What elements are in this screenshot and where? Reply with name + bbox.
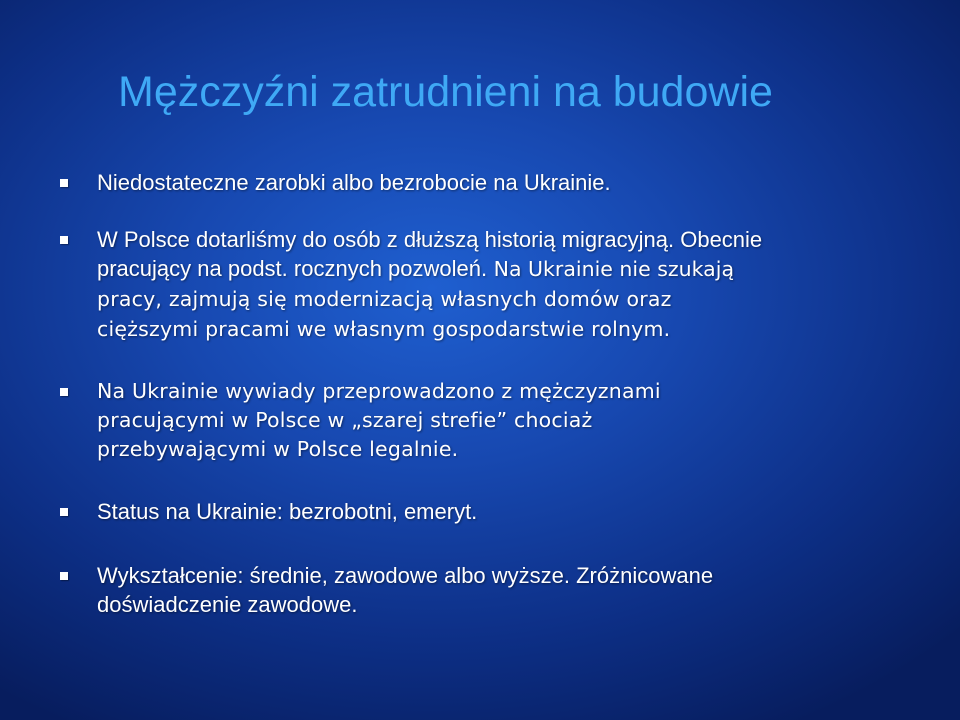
bullet-item-5: [60, 561, 920, 619]
square-bullet-icon: [60, 388, 68, 396]
bullet-2-line-1: W Polsce dotarliśmy do osób z dłuższą historią migracyjną. Obecnie: [97, 227, 763, 252]
bullet-3-line-2: pracującymi w Polsce w „szarej strefie” chociaż: [97, 408, 593, 432]
square-bullet-icon: [60, 236, 68, 244]
slide-title: Mężczyźni zatrudnieni na budowie: [118, 68, 773, 116]
bullet-1-line-1: Niedostateczne zarobki albo bezrobocie na Ukrainie.: [97, 170, 611, 195]
bullet-2-line-2b: Na Ukrainie nie szukają: [487, 257, 735, 281]
bullet-2-line-3: pracy, zajmują się modernizacją własnych domów oraz: [97, 287, 672, 311]
bullet-item-4: [60, 497, 920, 526]
bullet-2-line-4: cięższymi pracami we własnym gospodarstwie rolnym.: [97, 317, 671, 341]
bullet-3-line-1: Na Ukrainie wywiady przeprowadzono z mężczyznami: [97, 379, 661, 403]
bullet-item-3: [60, 377, 920, 464]
square-bullet-icon: [60, 508, 68, 516]
bullet-list: [60, 168, 920, 619]
bullet-item-1: [60, 168, 920, 197]
bullet-2-line-2: pracujący na podst. rocznych pozwoleń.: [97, 256, 488, 281]
bullet-item-2: [60, 225, 920, 344]
bullet-5-line-2: doświadczenie zawodowe.: [97, 592, 358, 617]
square-bullet-icon: [60, 572, 68, 580]
bullet-4-line-1: Status na Ukrainie: bezrobotni, emeryt.: [97, 499, 478, 524]
square-bullet-icon: [60, 179, 68, 187]
bullet-5-line-1: Wykształcenie: średnie, zawodowe albo wyższe. Zróżnicowane: [97, 563, 714, 588]
bullet-3-line-3: przebywającymi w Polsce legalnie.: [97, 437, 459, 461]
